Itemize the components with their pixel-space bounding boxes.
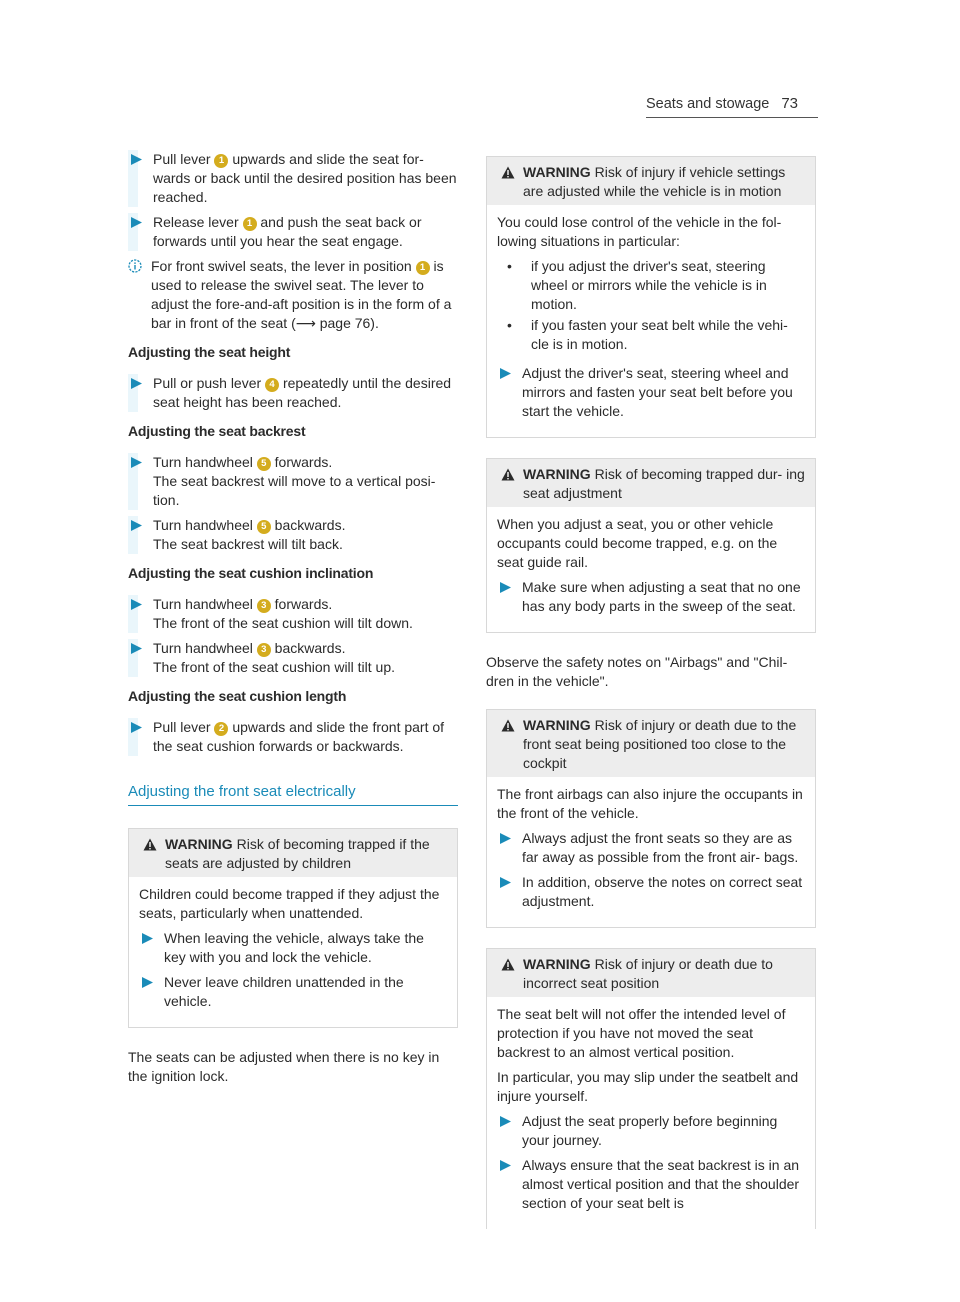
instruction-step: Turn handwheel 5 backwards. The seat backrest will tilt back. xyxy=(128,516,458,554)
play-arrow-icon xyxy=(128,374,153,412)
instruction-step: Adjust the seat properly before beginning your journey. xyxy=(497,1112,805,1150)
play-arrow-icon xyxy=(128,595,153,633)
section-heading: Adjusting the seat cushion length xyxy=(128,688,347,704)
info-note: For front swivel seats, the lever in position 1 is used to release the swivel seat. The lever to adjust the fore-and-aft position is in the form of a bar in front of the seat (⟶ page 76). xyxy=(128,257,458,333)
section-heading: Adjusting the seat backrest xyxy=(128,423,306,439)
reference-badge: 5 xyxy=(257,520,271,534)
instruction-step: Adjust the driver's seat, steering wheel and mirrors and fasten your seat belt before you start the vehicle. xyxy=(497,364,805,421)
left-column xyxy=(128,150,458,1104)
instruction-step: In addition, observe the notes on correct seat adjustment. xyxy=(497,873,805,911)
warning-title: Risk of becoming trapped dur- ing seat adjustment xyxy=(523,466,805,501)
warning-box xyxy=(486,709,816,928)
instruction-step: Pull or push lever 4 repeatedly until the desired seat height has been reached. xyxy=(128,374,458,412)
instruction-step: Turn handwheel 5 forwards. The seat backrest will move to a vertical posi- tion. xyxy=(128,453,458,510)
instruction-step: Turn handwheel 3 forwards. The front of the seat cushion will tilt down. xyxy=(128,595,458,633)
instruction-step: Never leave children unattended in the vehicle. xyxy=(139,973,447,1011)
warning-label: WARNING xyxy=(523,717,591,733)
play-arrow-icon xyxy=(128,639,153,677)
warning-title: Risk of injury or death due to incorrect seat position xyxy=(523,956,773,991)
instruction-step: Pull lever 2 upwards and slide the front part of the seat cushion forwards or backwards. xyxy=(128,718,458,756)
instruction-step: When leaving the vehicle, always take the key with you and lock the vehicle. xyxy=(139,929,447,967)
warning-body: Children could become trapped if they adjust the seats, particularly when unattended. xyxy=(139,886,440,921)
list-item: • if you fasten your seat belt while the vehi- cle is in motion. xyxy=(507,317,788,352)
warning-triangle-icon xyxy=(501,163,523,201)
instruction-step: Always ensure that the seat backrest is in an almost vertical position and that the shoulder section of your seat belt is xyxy=(497,1156,805,1213)
reference-badge: 2 xyxy=(214,722,228,736)
warning-label: WARNING xyxy=(523,466,591,482)
info-icon xyxy=(128,257,151,333)
warning-triangle-icon xyxy=(501,716,523,773)
warning-body: You could lose control of the vehicle in the fol- lowing situations in particular: xyxy=(497,214,782,249)
warning-body: The seat belt will not offer the intended level of protection if you have not moved the seat backrest to an almost vertical position. xyxy=(497,1006,786,1060)
play-arrow-icon xyxy=(497,364,522,421)
warning-body: In particular, you may slip under the seatbelt and injure yourself. xyxy=(497,1069,799,1104)
warning-body: When you adjust a seat, you or other vehicle occupants could become trapped, e.g. on the seat guide rail. xyxy=(497,516,778,570)
section-title: Seats and stowage xyxy=(646,96,770,112)
right-column xyxy=(486,156,816,1229)
list-item: • if you adjust the driver's seat, steering wheel or mirrors while the vehicle is in motion. xyxy=(507,258,767,312)
reference-badge: 1 xyxy=(243,217,257,231)
warning-label: WARNING xyxy=(165,836,233,852)
play-arrow-icon xyxy=(497,1112,522,1150)
warning-label: WARNING xyxy=(523,956,591,972)
instruction-step: Make sure when adjusting a seat that no one has any body parts in the sweep of the seat. xyxy=(497,578,805,616)
page-number: 73 xyxy=(781,95,799,112)
play-arrow-icon xyxy=(128,150,153,207)
body-paragraph: Observe the safety notes on "Airbags" and "Chil- dren in the vehicle". xyxy=(486,654,788,689)
play-arrow-icon xyxy=(128,453,153,510)
warning-body: The front airbags can also injure the occupants in the front of the vehicle. xyxy=(497,786,803,821)
play-arrow-icon xyxy=(128,213,153,251)
play-arrow-icon xyxy=(497,1156,522,1213)
instruction-step: Release lever 1 and push the seat back or forwards until you hear the seat engage. xyxy=(128,213,458,251)
play-arrow-icon xyxy=(139,973,164,1011)
warning-box xyxy=(486,156,816,438)
warning-triangle-icon xyxy=(501,465,523,503)
warning-title: Risk of injury if vehicle settings are adjusted while the vehicle is in motion xyxy=(523,164,786,199)
warning-box xyxy=(128,828,458,1028)
reference-badge: 1 xyxy=(416,261,430,275)
warning-label: WARNING xyxy=(523,164,591,180)
body-paragraph: The seats can be adjusted when there is no key in the ignition lock. xyxy=(128,1049,440,1084)
section-heading: Adjusting the seat height xyxy=(128,344,291,360)
warning-triangle-icon xyxy=(143,835,165,873)
reference-badge: 5 xyxy=(257,457,271,471)
reference-badge: 1 xyxy=(214,154,228,168)
header-rule xyxy=(646,117,818,118)
reference-badge: 3 xyxy=(257,599,271,613)
reference-badge: 3 xyxy=(257,643,271,657)
warning-title: Risk of becoming trapped if the seats are adjusted by children xyxy=(165,836,430,871)
play-arrow-icon xyxy=(128,718,153,756)
instruction-step: Turn handwheel 3 backwards. The front of the seat cushion will tilt up. xyxy=(128,639,458,677)
play-arrow-icon xyxy=(139,929,164,967)
reference-badge: 4 xyxy=(265,378,279,392)
warning-box xyxy=(486,948,816,1229)
play-arrow-icon xyxy=(497,829,522,867)
instruction-step: Always adjust the front seats so they are as far away as possible from the front air- bags. xyxy=(497,829,805,867)
warning-triangle-icon xyxy=(501,955,523,993)
warning-box xyxy=(486,458,816,633)
play-arrow-icon xyxy=(497,873,522,911)
warning-title: Risk of injury or death due to the front seat being positioned too close to the cockpit xyxy=(523,717,797,771)
section-heading: Adjusting the seat cushion inclination xyxy=(128,565,374,581)
play-arrow-icon xyxy=(128,516,153,554)
page-header xyxy=(646,94,818,118)
subsection-heading: Adjusting the front seat electrically xyxy=(128,782,458,806)
play-arrow-icon xyxy=(497,578,522,616)
instruction-step: Pull lever 1 upwards and slide the seat for- wards or back until the desired position has been reached. xyxy=(128,150,458,207)
